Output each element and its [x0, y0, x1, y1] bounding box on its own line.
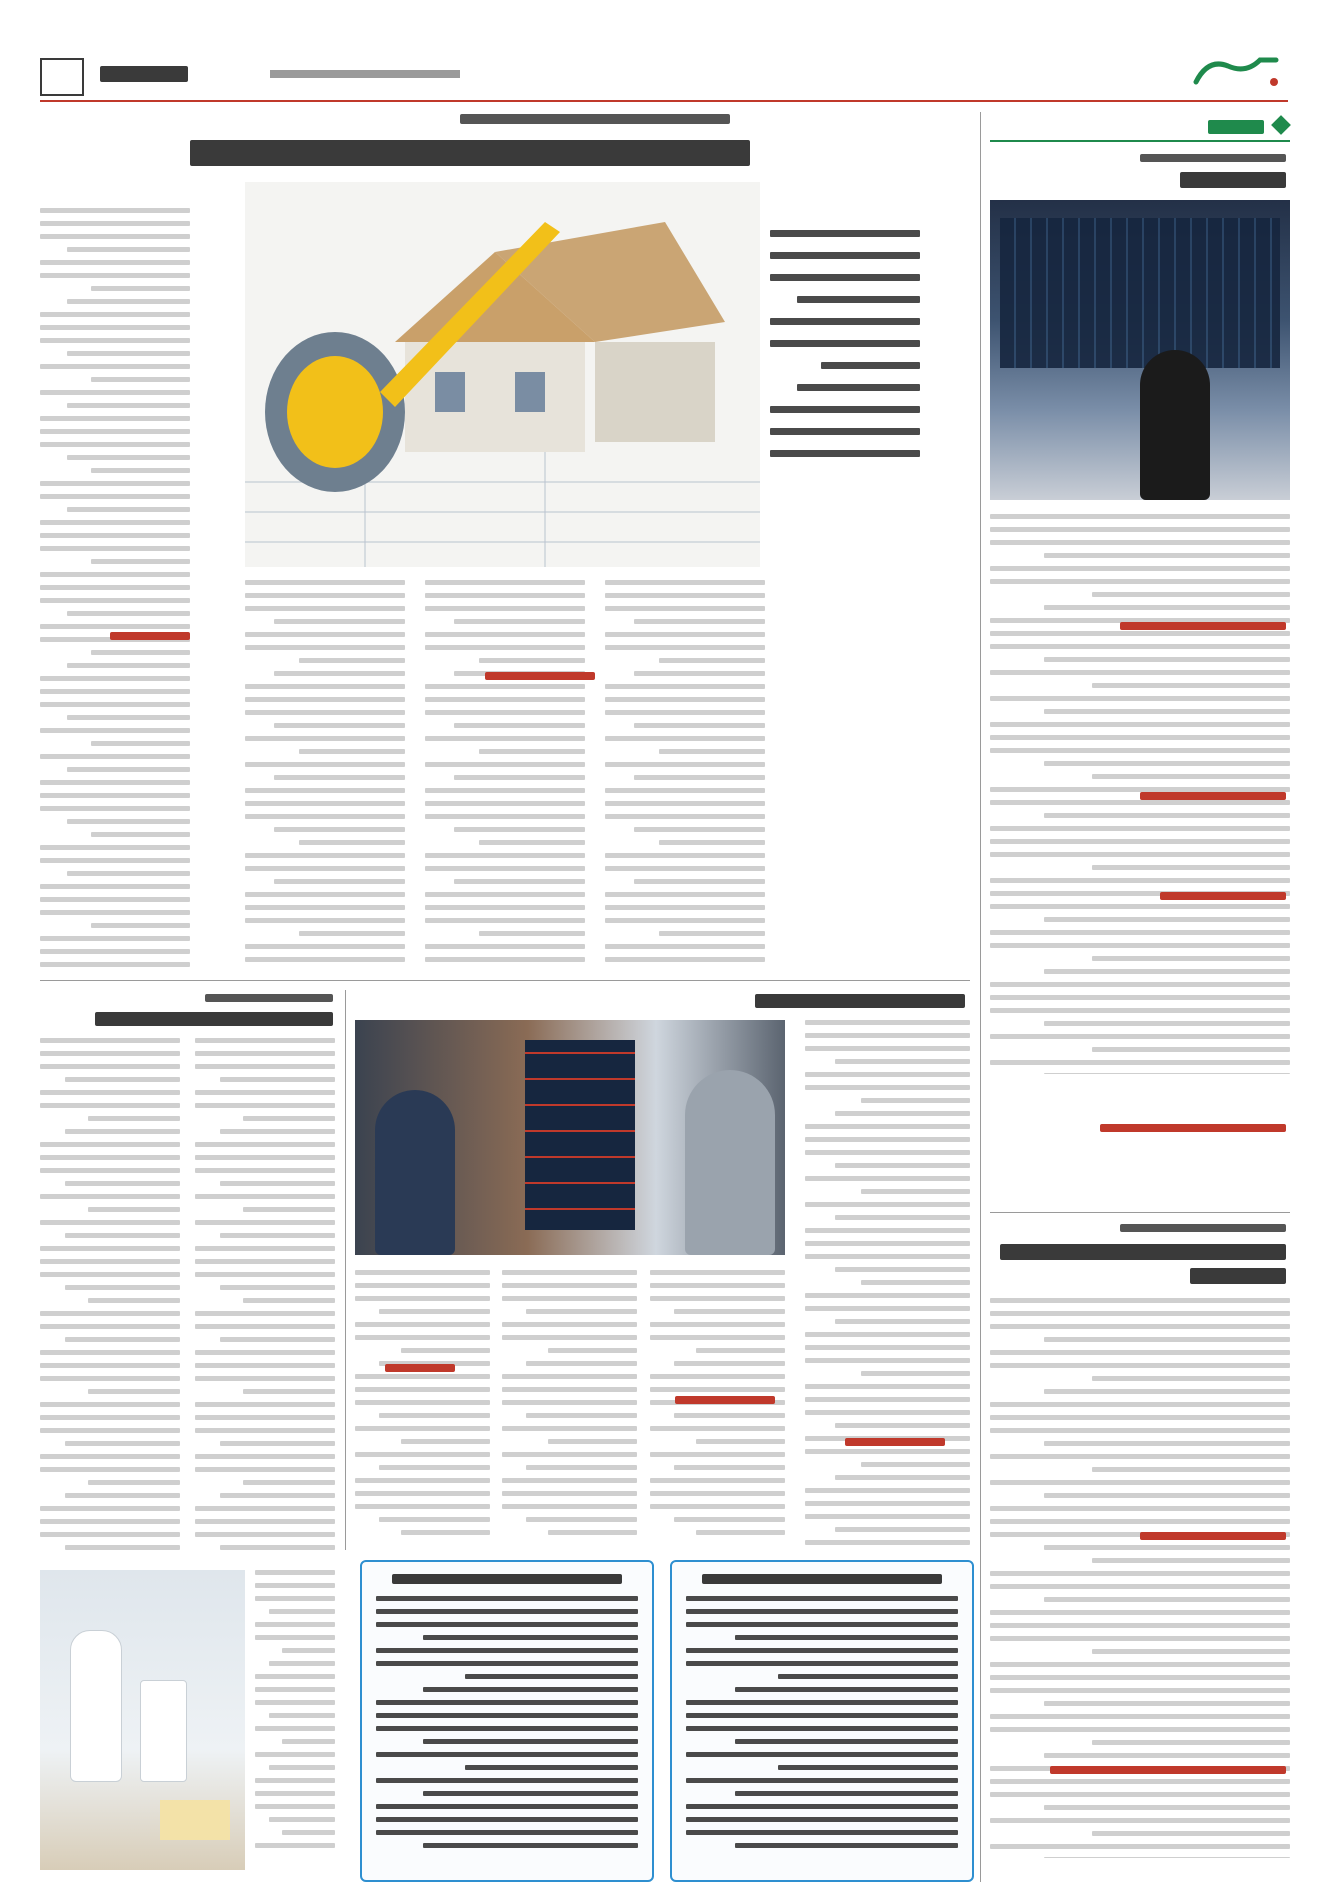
dairy-kicker [205, 994, 333, 1002]
news1-subhead-2 [1140, 792, 1286, 800]
date-issue-block [270, 70, 460, 78]
notice-right-body [686, 1596, 958, 1866]
ticker-board [1000, 218, 1280, 368]
notice-left-body [376, 1596, 638, 1866]
masthead [0, 0, 1329, 120]
news2-headline-line2 [1190, 1268, 1286, 1284]
news2-kicker [1120, 1224, 1286, 1232]
house-measuring-tape-illustration [245, 182, 760, 567]
milk-glass [140, 1680, 187, 1782]
news2-subhead-1 [1140, 1532, 1286, 1540]
feature-bottom-rule [40, 980, 970, 981]
man-figure-2 [685, 1070, 775, 1255]
stocks-col-c [650, 1270, 785, 1550]
feature-subhead-1 [485, 672, 595, 680]
feature-col-4 [605, 580, 765, 968]
news-bullet-icon [1271, 115, 1291, 135]
woman-figure [1140, 350, 1210, 500]
notice-box-left [360, 1560, 654, 1882]
dairy-col-c [255, 1570, 335, 1870]
feature-subhead-2 [110, 632, 190, 640]
stocks-col-a [355, 1270, 490, 1550]
stocks-col-b [502, 1270, 637, 1550]
feature-lead-box [770, 230, 920, 500]
news2-headline [1000, 1244, 1286, 1260]
notice-box-right [670, 1560, 974, 1882]
man-figure-1 [375, 1090, 455, 1255]
news-column [990, 112, 1290, 1882]
stocks-subhead-2 [675, 1396, 775, 1404]
news2-subhead-2 [1050, 1766, 1286, 1774]
stocks-article [355, 990, 970, 1550]
dairy-col-b [195, 1038, 335, 1558]
feature-col-3 [425, 580, 585, 968]
rates-board [525, 1040, 635, 1230]
feature-kicker [460, 114, 730, 124]
page-number-box [40, 58, 84, 96]
news2-body [990, 1298, 1290, 1858]
stocks-headline [755, 994, 965, 1008]
news1-subhead-3 [1160, 892, 1286, 900]
feature-lead [770, 230, 920, 500]
notice-left-title [392, 1574, 622, 1584]
stocks-subhead-3 [845, 1438, 945, 1446]
notice-right-title [702, 1574, 942, 1584]
news1-kicker [1140, 154, 1286, 162]
dairy-headline [95, 1012, 333, 1026]
main-feature [40, 112, 970, 972]
column-rule [980, 112, 981, 1882]
stocks-subhead-1 [385, 1364, 455, 1372]
feature-col-2 [245, 580, 405, 968]
masthead-rule [40, 100, 1288, 102]
cheese-block [160, 1800, 230, 1840]
news1-photo [990, 200, 1290, 500]
section-name-block [100, 66, 188, 82]
news-divider [990, 1212, 1290, 1213]
news1-subhead-1 [1120, 622, 1286, 630]
news1-headline [1180, 172, 1286, 188]
stocks-left-rule [345, 990, 346, 1550]
dairy-article [40, 990, 335, 1880]
newspaper-logo [1188, 52, 1284, 92]
feature-illustration [245, 182, 760, 567]
stocks-photo [355, 1020, 785, 1255]
dairy-col-a [40, 1038, 180, 1558]
feature-col-1 [40, 208, 190, 968]
news-header [990, 112, 1290, 142]
feature-headline [190, 140, 750, 166]
news-header-label [1208, 120, 1264, 134]
news1-subhead-4 [1100, 1124, 1286, 1132]
dairy-photo [40, 1570, 245, 1870]
stocks-col-right [805, 1020, 970, 1550]
milk-bottle [70, 1630, 122, 1782]
